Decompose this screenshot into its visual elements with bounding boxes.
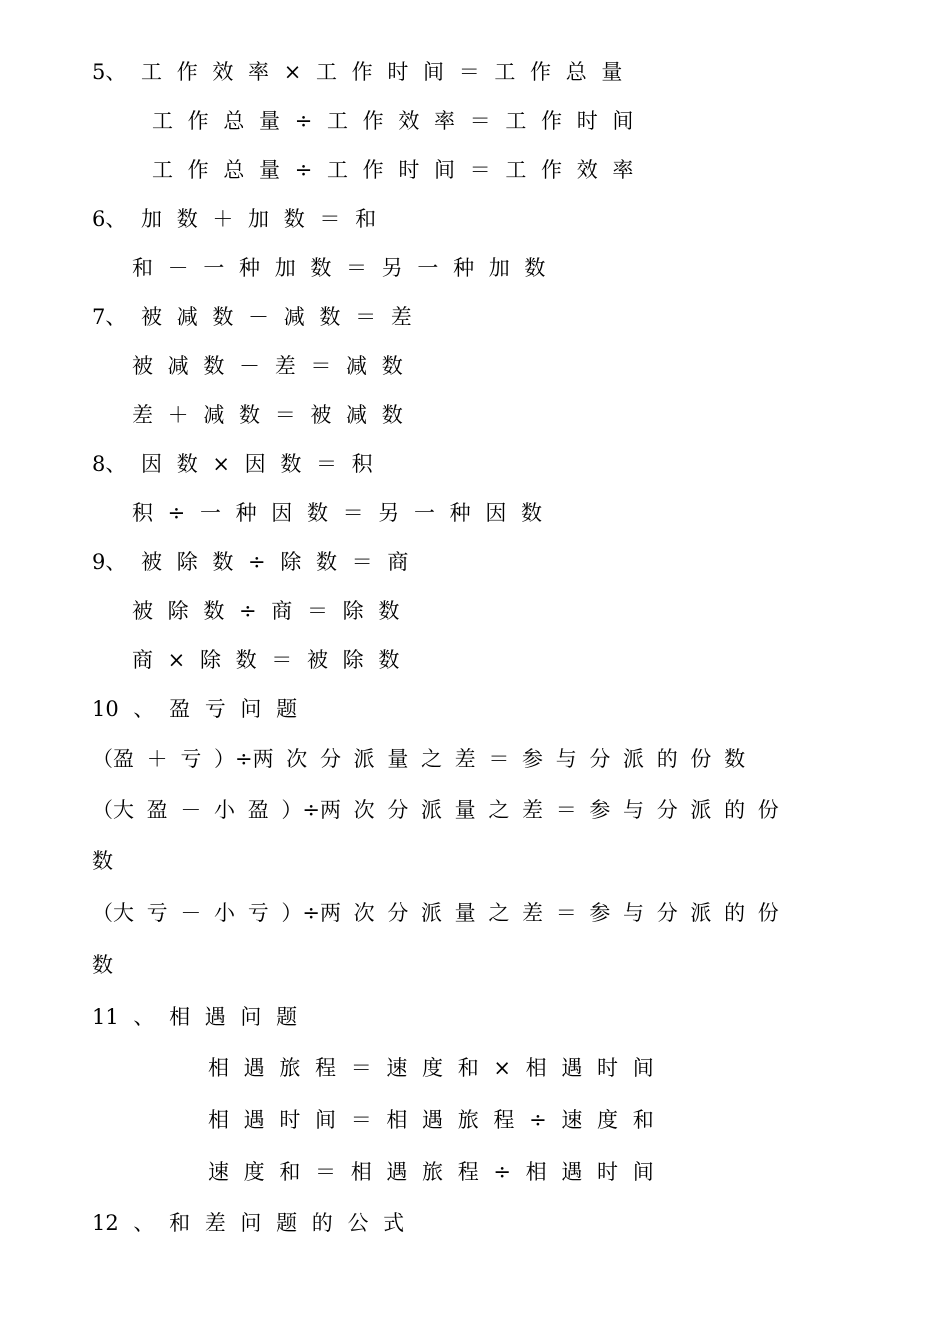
formula-8-line-1: 8、 因 数 × 因 数 ＝ 积 [92,452,373,476]
formula-5-line-1: 5、 工 作 效 率 × 工 作 时 间 ＝ 工 作 总 量 [92,60,623,84]
formula-9-line-3: 商 × 除 数 ＝ 被 除 数 [132,648,400,672]
formula-8-line-2: 积 ÷ 一 种 因 数 ＝ 另 一 种 因 数 [132,501,543,525]
formula-6-line-2: 和 － 一 种 加 数 ＝ 另 一 种 加 数 [132,256,546,280]
section-12-heading: 12 、 和 差 问 题 的 公 式 [92,1211,405,1235]
formula-7-line-2: 被 减 数 － 差 ＝ 减 数 [132,354,403,378]
formula-9-line-1: 9、 被 除 数 ÷ 除 数 ＝ 商 [92,550,409,574]
section-11-heading: 11 、 相 遇 问 题 [92,1005,298,1029]
formula-5-line-3: 工 作 总 量 ÷ 工 作 时 间 ＝ 工 作 效 率 [152,158,634,182]
meeting-formula-3: 速 度 和 ＝ 相 遇 旅 程 ÷ 相 遇 时 间 [208,1160,654,1184]
formula-9-line-2: 被 除 数 ÷ 商 ＝ 除 数 [132,599,400,623]
surplus-deficit-formula-3-wrap: 数 [92,953,113,977]
surplus-deficit-formula-3: （大 亏 － 小 亏 ）÷两 次 分 派 量 之 差 ＝ 参 与 分 派 的 份 [92,901,779,925]
formula-5-line-2: 工 作 总 量 ÷ 工 作 效 率 ＝ 工 作 时 间 [152,109,634,133]
surplus-deficit-formula-2: （大 盈 － 小 盈 ）÷两 次 分 派 量 之 差 ＝ 参 与 分 派 的 份 [92,798,779,822]
formula-7-line-3: 差 ＋ 减 数 ＝ 被 减 数 [132,403,403,427]
formula-7-line-1: 7、 被 减 数 － 减 数 ＝ 差 [92,305,412,329]
formula-6-line-1: 6、 加 数 ＋ 加 数 ＝ 和 [92,207,377,231]
meeting-formula-1: 相 遇 旅 程 ＝ 速 度 和 × 相 遇 时 间 [208,1056,654,1080]
section-10-heading: 10 、 盈 亏 问 题 [92,697,298,721]
surplus-deficit-formula-2-wrap: 数 [92,849,113,873]
surplus-deficit-formula-1: （盈 ＋ 亏 ）÷两 次 分 派 量 之 差 ＝ 参 与 分 派 的 份 数 [92,747,746,771]
meeting-formula-2: 相 遇 时 间 ＝ 相 遇 旅 程 ÷ 速 度 和 [208,1108,654,1132]
